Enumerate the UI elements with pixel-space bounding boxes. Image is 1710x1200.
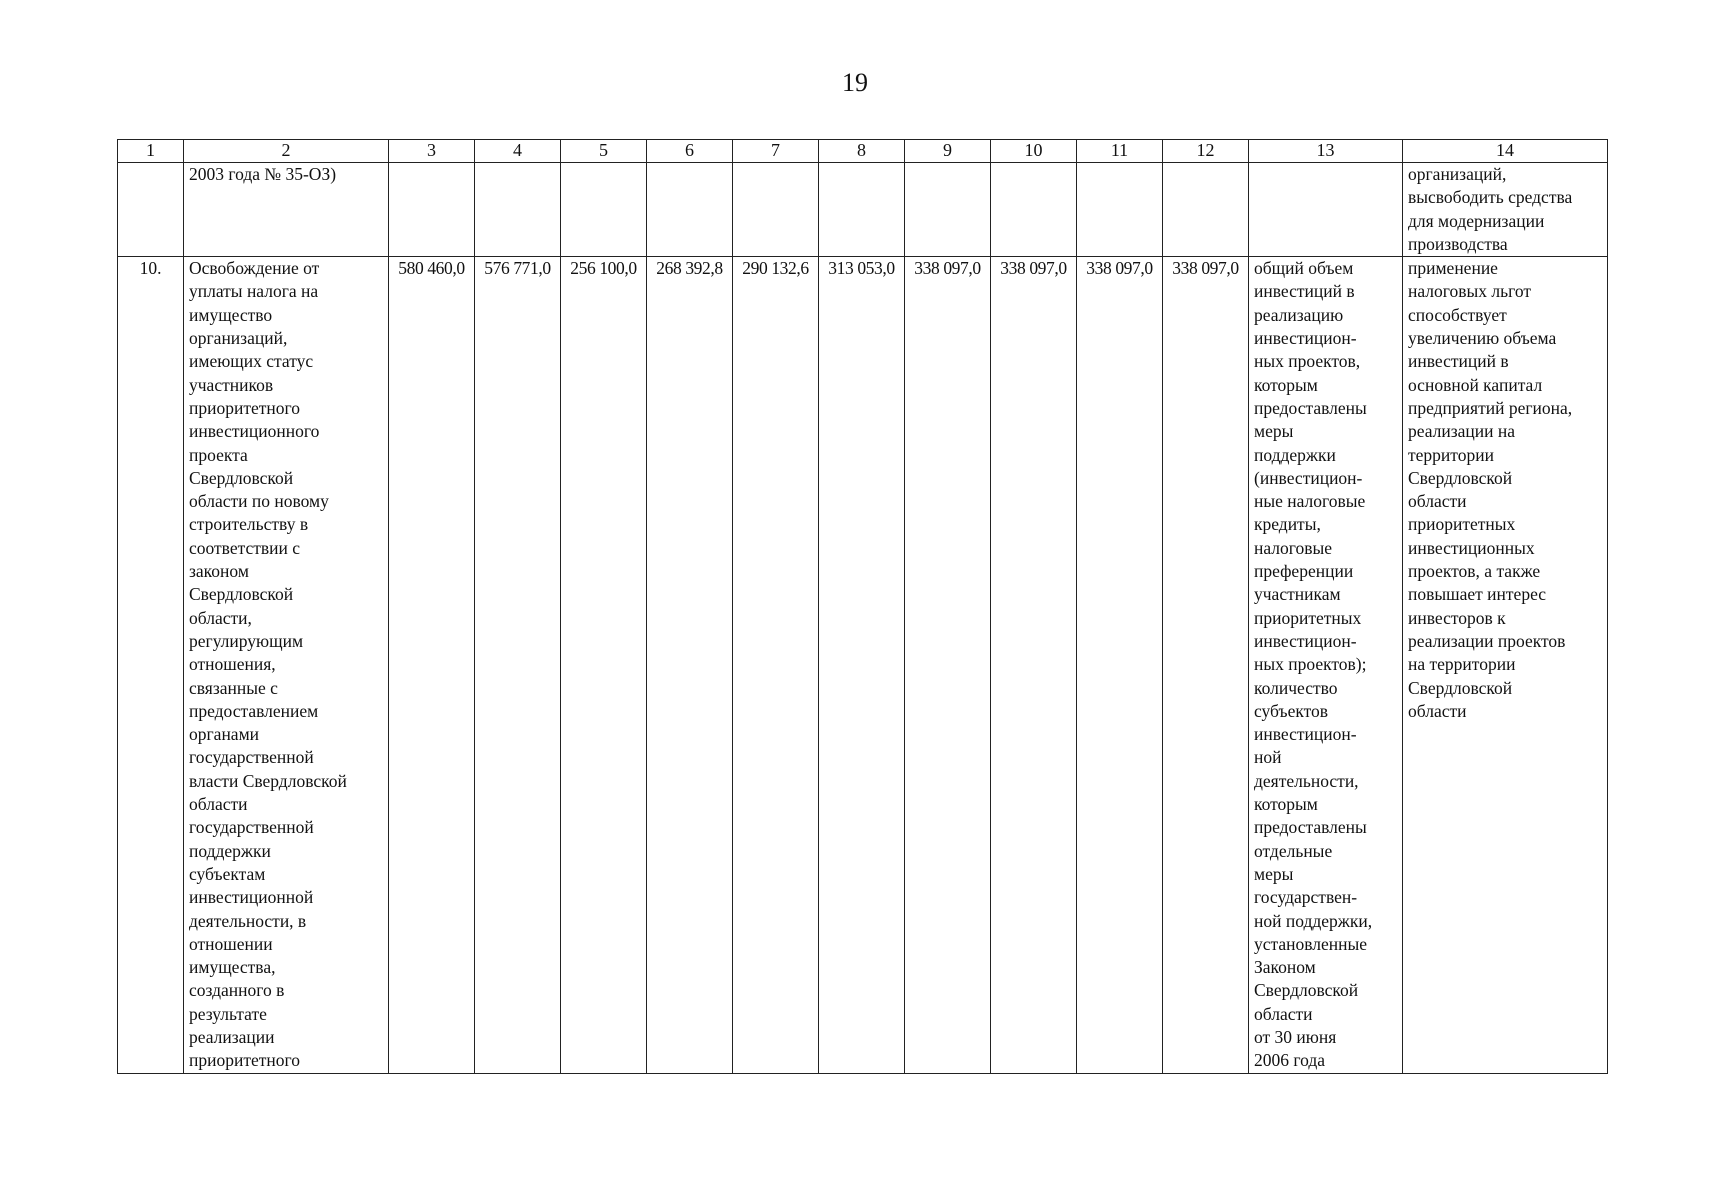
cell-text-line: созданного в — [189, 980, 285, 1001]
cell-text-line: на территории — [1408, 654, 1516, 675]
cell-text-line: Свердловской — [1254, 980, 1359, 1001]
cell-text-line: предоставлением — [189, 700, 319, 721]
cell-text-line: Законом — [1254, 957, 1316, 978]
header-cell-6: 6 — [647, 140, 733, 163]
cell-text-line: власти Свердловской — [189, 770, 347, 791]
cell-text-line: предприятий региона, — [1408, 397, 1573, 418]
header-cell-10: 10 — [991, 140, 1077, 163]
cell-text-line: инвестиций в — [1254, 281, 1355, 302]
cell-text-line: налоговые — [1254, 537, 1333, 558]
cell-text-line: способствует — [1408, 304, 1507, 325]
header-cell-13: 13 — [1249, 140, 1403, 163]
header-cell-2: 2 — [184, 140, 389, 163]
cell-text-line: налоговых льгот — [1408, 281, 1532, 302]
cell-text-line: ных проектов, — [1254, 351, 1361, 372]
cell-text-line: инвестиционной — [189, 887, 314, 908]
cell-text-line: общий объем — [1254, 258, 1354, 279]
cell-text-line: результате — [189, 1003, 267, 1024]
cell-text-line: Свердловской — [189, 584, 294, 605]
header-cell-3: 3 — [389, 140, 475, 163]
cell-text-line: деятельности, в — [189, 910, 307, 931]
cell-text-line: поддержки — [189, 840, 271, 861]
cell-text-line: Свердловской — [1408, 677, 1513, 698]
cell-text-line: области — [1254, 1003, 1313, 1024]
cell-text-line: имеющих статус — [189, 351, 314, 372]
cell-text-line: инвестицион- — [1254, 724, 1357, 745]
cell-text-line: которым — [1254, 794, 1318, 815]
continuation-description-cell — [184, 163, 389, 257]
cell-text-line: повышает интерес — [1408, 584, 1547, 605]
cell-text-line: ной — [1254, 747, 1282, 768]
value-cell-12: 338 097,0 — [1163, 257, 1249, 1073]
cell-text-line: законом — [189, 561, 249, 582]
cell-text-line: области — [1408, 491, 1467, 512]
cell-text-line: отношении — [189, 933, 273, 954]
cell-text-line: имущества, — [189, 957, 276, 978]
cell-text-line: реализации проектов — [1408, 630, 1566, 651]
value-cell-5: 256 100,0 — [561, 257, 647, 1073]
cell-text-line: инвестицион- — [1254, 328, 1357, 349]
cell-text-line: реализации на — [1408, 421, 1516, 442]
cell-text-line: области — [1408, 700, 1467, 721]
value-cell-9: 338 097,0 — [905, 257, 991, 1073]
cell-text-line: государственной — [189, 747, 314, 768]
cell-text-line: субъектам — [189, 863, 266, 884]
value-cell-11: 338 097,0 — [1077, 257, 1163, 1073]
document-table — [117, 139, 1608, 1074]
cell-text-line: инвестиционного — [189, 421, 320, 442]
cell-text-line: меры — [1254, 863, 1294, 884]
cell-text-line: ных проектов); — [1254, 654, 1367, 675]
cell-text-line: Освобождение от — [189, 258, 320, 279]
cell-text-line: органами — [189, 724, 260, 745]
row-number: 10. — [118, 257, 184, 1073]
cell-text-line: инвестиционных — [1408, 537, 1535, 558]
cell-text-line: инвестиций в — [1408, 351, 1509, 372]
cell-text-line: имущество — [189, 304, 273, 325]
cell-text-line: территории — [1408, 444, 1494, 465]
cell-text-line: уплаты налога на — [189, 281, 319, 302]
cell-text-line: регулирующим — [189, 630, 304, 651]
cell-text-line: деятельности, — [1254, 770, 1359, 791]
cell-text-line: которым — [1254, 374, 1318, 395]
cell-text-line: ные налоговые — [1254, 491, 1366, 512]
cell-text-line: области по новому — [189, 491, 329, 512]
header-cell-12: 12 — [1163, 140, 1249, 163]
header-cell-1: 1 — [118, 140, 184, 163]
cell-text-line: строительству в — [189, 514, 309, 535]
value-cell-6: 268 392,8 — [647, 257, 733, 1073]
cell-text-line: установленные — [1254, 933, 1368, 954]
cell-text-line: области — [189, 794, 248, 815]
continuation-effect-cell — [1403, 163, 1608, 257]
cell-text-line: организаций, — [1408, 164, 1507, 184]
header-cell-7: 7 — [733, 140, 819, 163]
cell-text-line: предоставлены — [1254, 817, 1367, 838]
cell-text-line: количество — [1254, 677, 1338, 698]
value-cell-8: 313 053,0 — [819, 257, 905, 1073]
cell-text-line: реализации — [189, 1026, 275, 1047]
page-number: 19 — [842, 68, 868, 97]
header-cell-14: 14 — [1403, 140, 1608, 163]
benefit-description-cell — [184, 257, 389, 1073]
cell-text-line: государственной — [189, 817, 314, 838]
cell-text-line: от 30 июня — [1254, 1026, 1337, 1047]
cell-text-line: связанные с — [189, 677, 278, 698]
cell-text-line: субъектов — [1254, 700, 1329, 721]
cell-text-line: соответствии с — [189, 537, 301, 558]
cell-text-line: реализацию — [1254, 304, 1344, 325]
column-number-header-row — [118, 140, 1608, 163]
cell-text-line: высвободить средства — [1408, 187, 1573, 208]
cell-text-line: 2003 года № 35-ОЗ) — [189, 164, 337, 184]
header-cell-9: 9 — [905, 140, 991, 163]
cell-text-line: организаций, — [189, 328, 288, 349]
cell-text-line: участникам — [1254, 584, 1341, 605]
header-cell-5: 5 — [561, 140, 647, 163]
cell-text-line: отдельные — [1254, 840, 1333, 861]
cell-text-line: государствен- — [1254, 887, 1358, 908]
cell-text-line: приоритетных — [1408, 514, 1516, 535]
cell-text-line: участников — [189, 374, 274, 395]
continuation-number-cell — [118, 163, 184, 257]
cell-text-line: приоритетного — [189, 1050, 301, 1071]
cell-text-line: применение — [1408, 258, 1498, 279]
cell-text-line: Свердловской — [189, 467, 294, 488]
cell-text-line: области, — [189, 607, 252, 628]
cell-text-line: отношения, — [189, 654, 276, 675]
cell-text-line: приоритетных — [1254, 607, 1362, 628]
cell-text-line: (инвестицион- — [1254, 467, 1363, 488]
cell-text-line: производства — [1408, 233, 1508, 254]
cell-text-line: поддержки — [1254, 444, 1336, 465]
value-cell-7: 290 132,6 — [733, 257, 819, 1073]
value-cell-10: 338 097,0 — [991, 257, 1077, 1073]
cell-text-line: проекта — [189, 444, 248, 465]
cell-text-line: 2006 года — [1254, 1050, 1326, 1071]
cell-text-line: предоставлены — [1254, 397, 1367, 418]
table-row-10 — [118, 257, 1608, 1073]
cell-text-line: основной капитал — [1408, 374, 1543, 395]
cell-text-line: инвестицион- — [1254, 630, 1357, 651]
indicator-cell — [1249, 257, 1403, 1073]
cell-text-line: кредиты, — [1254, 514, 1321, 535]
cell-text-line: приоритетного — [189, 397, 301, 418]
value-cell-4: 576 771,0 — [475, 257, 561, 1073]
value-cell-3: 580 460,0 — [389, 257, 475, 1073]
cell-text-line: ной поддержки, — [1254, 910, 1373, 931]
cell-text-line: меры — [1254, 421, 1294, 442]
header-cell-8: 8 — [819, 140, 905, 163]
effect-cell — [1403, 257, 1608, 1073]
header-cell-11: 11 — [1077, 140, 1163, 163]
cell-text-line: преференции — [1254, 561, 1354, 582]
continuation-row — [118, 163, 1608, 257]
cell-text-line: инвесторов к — [1408, 607, 1506, 628]
cell-text-line: проектов, а также — [1408, 561, 1541, 582]
cell-text-line: увеличению объема — [1408, 328, 1557, 349]
header-cell-4: 4 — [475, 140, 561, 163]
cell-text-line: для модернизации — [1408, 210, 1545, 231]
cell-text-line: Свердловской — [1408, 467, 1513, 488]
